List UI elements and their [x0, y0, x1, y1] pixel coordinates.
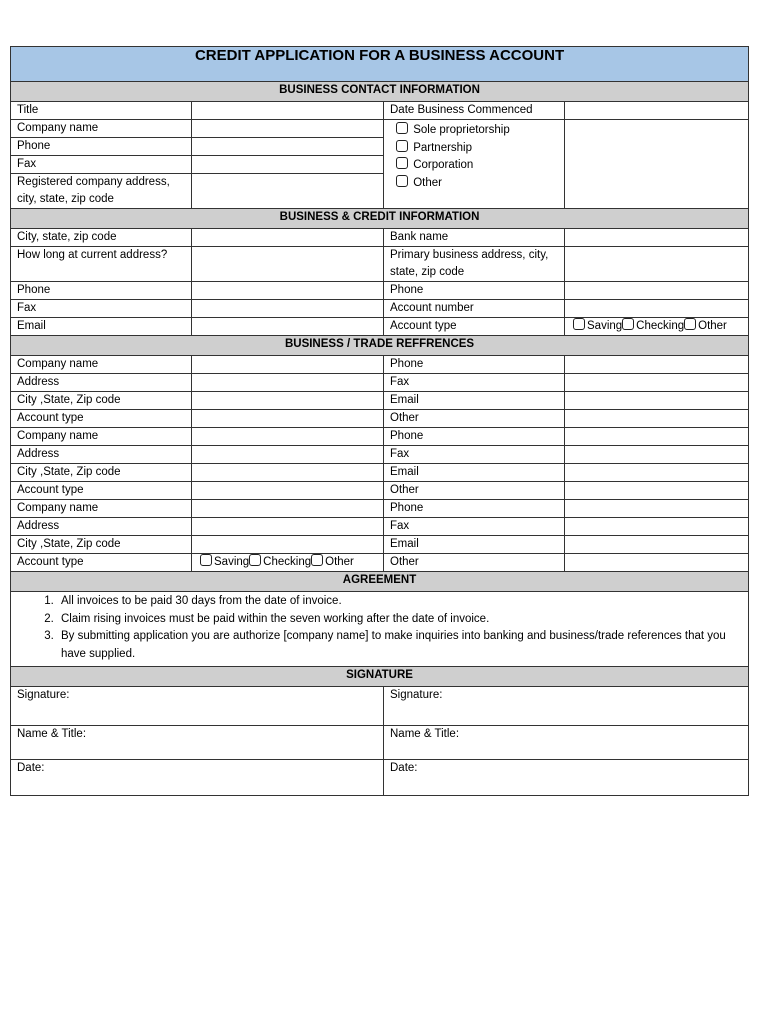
second-date-field[interactable]	[384, 760, 749, 796]
account-type-saving[interactable]: Saving	[573, 318, 622, 335]
phone-label: Phone	[11, 138, 192, 156]
business-type-options	[396, 122, 558, 192]
credit-phone-field[interactable]	[192, 282, 384, 300]
credit-phone-label: Phone	[11, 282, 192, 300]
fax-label: Fax	[11, 156, 192, 174]
credit-fax-label: Fax	[11, 300, 192, 318]
ref-other-field[interactable]	[565, 482, 749, 500]
form-title: CREDIT APPLICATION FOR A BUSINESS ACCOUNT	[11, 47, 749, 82]
credit-fax-field[interactable]	[192, 300, 384, 318]
title-label: Title	[11, 102, 192, 120]
section-heading-signature: SIGNATURE	[11, 667, 749, 687]
ref-company-field[interactable]	[192, 500, 384, 518]
ref-address-label: Address	[11, 446, 192, 464]
section-heading-trade: BUSINESS / TRADE REFFRENCES	[11, 336, 749, 356]
signature-label: Signature:	[17, 689, 70, 701]
ref-account-type-label: Account type	[11, 482, 192, 500]
credit-application-form	[10, 46, 749, 796]
business-type-partnership[interactable]: Partnership	[396, 140, 558, 158]
how-long-label: How long at current address?	[11, 247, 192, 282]
ref-address-field[interactable]	[192, 518, 384, 536]
ref-fax-field[interactable]	[565, 374, 749, 392]
business-type-cell	[384, 120, 565, 209]
checkbox-icon[interactable]	[396, 157, 408, 169]
checkbox-icon[interactable]	[396, 175, 408, 187]
title-field[interactable]	[192, 102, 384, 120]
second-name-title-field[interactable]	[384, 726, 749, 760]
agreement-item: 2. Claim rising invoices must be paid within the seven working after the date of invoice.	[57, 611, 740, 629]
phone-field[interactable]	[192, 138, 384, 156]
ref-address-field[interactable]	[192, 374, 384, 392]
ref-fax-label: Fax	[384, 374, 565, 392]
business-type-corporation[interactable]: Corporation	[396, 157, 558, 175]
ref-account-type-label: Account type	[11, 554, 192, 572]
section-heading-agreement: AGREEMENT	[11, 572, 749, 592]
applicant-date-field[interactable]	[11, 760, 384, 796]
section-heading-contact: BUSINESS CONTACT INFORMATION	[11, 82, 749, 102]
ref-email-label: Email	[384, 464, 565, 482]
checkbox-icon[interactable]	[396, 140, 408, 152]
checkbox-icon[interactable]	[396, 122, 408, 134]
ref-other-label: Other	[384, 554, 565, 572]
ref-city-field[interactable]	[192, 392, 384, 410]
company-name-field[interactable]	[192, 120, 384, 138]
business-type-other[interactable]: Other	[396, 175, 558, 193]
bank-name-label: Bank name	[384, 229, 565, 247]
ref-other-label: Other	[384, 410, 565, 428]
account-type-other[interactable]: Other	[684, 318, 727, 335]
checkbox-icon[interactable]	[200, 554, 212, 566]
second-signature-field[interactable]	[384, 687, 749, 726]
account-number-field[interactable]	[565, 300, 749, 318]
checkbox-icon[interactable]	[311, 554, 323, 566]
registered-address-label: Registered company address, city, state, zip code	[11, 174, 192, 209]
date-commenced-field[interactable]	[565, 102, 749, 120]
name-title-label: Name & Title:	[17, 728, 87, 740]
ref-phone-field[interactable]	[565, 428, 749, 446]
ref-address-label: Address	[11, 374, 192, 392]
date-label: Date:	[390, 762, 418, 774]
ref-phone-label: Phone	[384, 428, 565, 446]
ref-account-type-checking[interactable]: Checking	[249, 554, 311, 571]
applicant-signature-field[interactable]	[11, 687, 384, 726]
ref-address-label: Address	[11, 518, 192, 536]
applicant-name-title-field[interactable]	[11, 726, 384, 760]
ref-city-field[interactable]	[192, 536, 384, 554]
bank-phone-label: Phone	[384, 282, 565, 300]
ref-company-field[interactable]	[192, 428, 384, 446]
city-state-zip-label: City, state, zip code	[11, 229, 192, 247]
ref-other-field[interactable]	[565, 410, 749, 428]
ref-account-type-options	[192, 554, 384, 572]
primary-address-field[interactable]	[565, 247, 749, 282]
ref-account-type-field[interactable]	[192, 482, 384, 500]
bank-phone-field[interactable]	[565, 282, 749, 300]
ref-email-field[interactable]	[565, 392, 749, 410]
checkbox-icon[interactable]	[622, 318, 634, 330]
date-label: Date:	[17, 762, 45, 774]
agreement-item: 1. All invoices to be paid 30 days from the date of invoice.	[57, 593, 740, 611]
checkbox-icon[interactable]	[249, 554, 261, 566]
account-type-label: Account type	[384, 318, 565, 336]
business-type-extra-field[interactable]	[565, 120, 749, 209]
name-title-label: Name & Title:	[390, 728, 460, 740]
ref-other-label: Other	[384, 482, 565, 500]
ref-phone-field[interactable]	[565, 356, 749, 374]
account-type-checking[interactable]: Checking	[622, 318, 684, 335]
business-type-sole[interactable]: Sole proprietorship	[396, 122, 558, 140]
fax-field[interactable]	[192, 156, 384, 174]
ref-company-field[interactable]	[192, 356, 384, 374]
ref-company-label: Company name	[11, 428, 192, 446]
ref-fax-field[interactable]	[565, 518, 749, 536]
ref-account-type-field[interactable]	[192, 410, 384, 428]
ref-fax-label: Fax	[384, 518, 565, 536]
ref-account-type-saving[interactable]: Saving	[200, 554, 249, 571]
ref-email-label: Email	[384, 392, 565, 410]
ref-address-field[interactable]	[192, 446, 384, 464]
ref-phone-label: Phone	[384, 356, 565, 374]
ref-email-field[interactable]	[565, 536, 749, 554]
agreement-terms	[11, 592, 749, 667]
city-state-zip-field[interactable]	[192, 229, 384, 247]
ref-phone-label: Phone	[384, 500, 565, 518]
account-type-options	[565, 318, 749, 336]
how-long-field[interactable]	[192, 247, 384, 282]
ref-account-type-label: Account type	[11, 410, 192, 428]
ref-email-field[interactable]	[565, 464, 749, 482]
ref-company-label: Company name	[11, 500, 192, 518]
section-heading-credit: BUSINESS & CREDIT INFORMATION	[11, 209, 749, 229]
email-label: Email	[11, 318, 192, 336]
ref-account-type-other[interactable]: Other	[311, 554, 354, 571]
ref-city-field[interactable]	[192, 464, 384, 482]
ref-fax-label: Fax	[384, 446, 565, 464]
ref-city-label: City ,State, Zip code	[11, 392, 192, 410]
primary-address-label: Primary business address, city, state, zip code	[384, 247, 565, 282]
email-field[interactable]	[192, 318, 384, 336]
bank-name-field[interactable]	[565, 229, 749, 247]
date-commenced-label: Date Business Commenced	[384, 102, 565, 120]
company-name-label: Company name	[11, 120, 192, 138]
ref-city-label: City ,State, Zip code	[11, 536, 192, 554]
registered-address-field[interactable]	[192, 174, 384, 209]
ref-email-label: Email	[384, 536, 565, 554]
agreement-item: 3. By submitting application you are authorize [company name] to make inquiries into banking and business/trade references that you have supplied.	[57, 628, 740, 663]
ref-city-label: City ,State, Zip code	[11, 464, 192, 482]
ref-company-label: Company name	[11, 356, 192, 374]
checkbox-icon[interactable]	[573, 318, 585, 330]
checkbox-icon[interactable]	[684, 318, 696, 330]
ref-phone-field[interactable]	[565, 500, 749, 518]
signature-label: Signature:	[390, 689, 443, 701]
agreement-list	[11, 593, 740, 663]
account-number-label: Account number	[384, 300, 565, 318]
ref-fax-field[interactable]	[565, 446, 749, 464]
ref-other-field[interactable]	[565, 554, 749, 572]
